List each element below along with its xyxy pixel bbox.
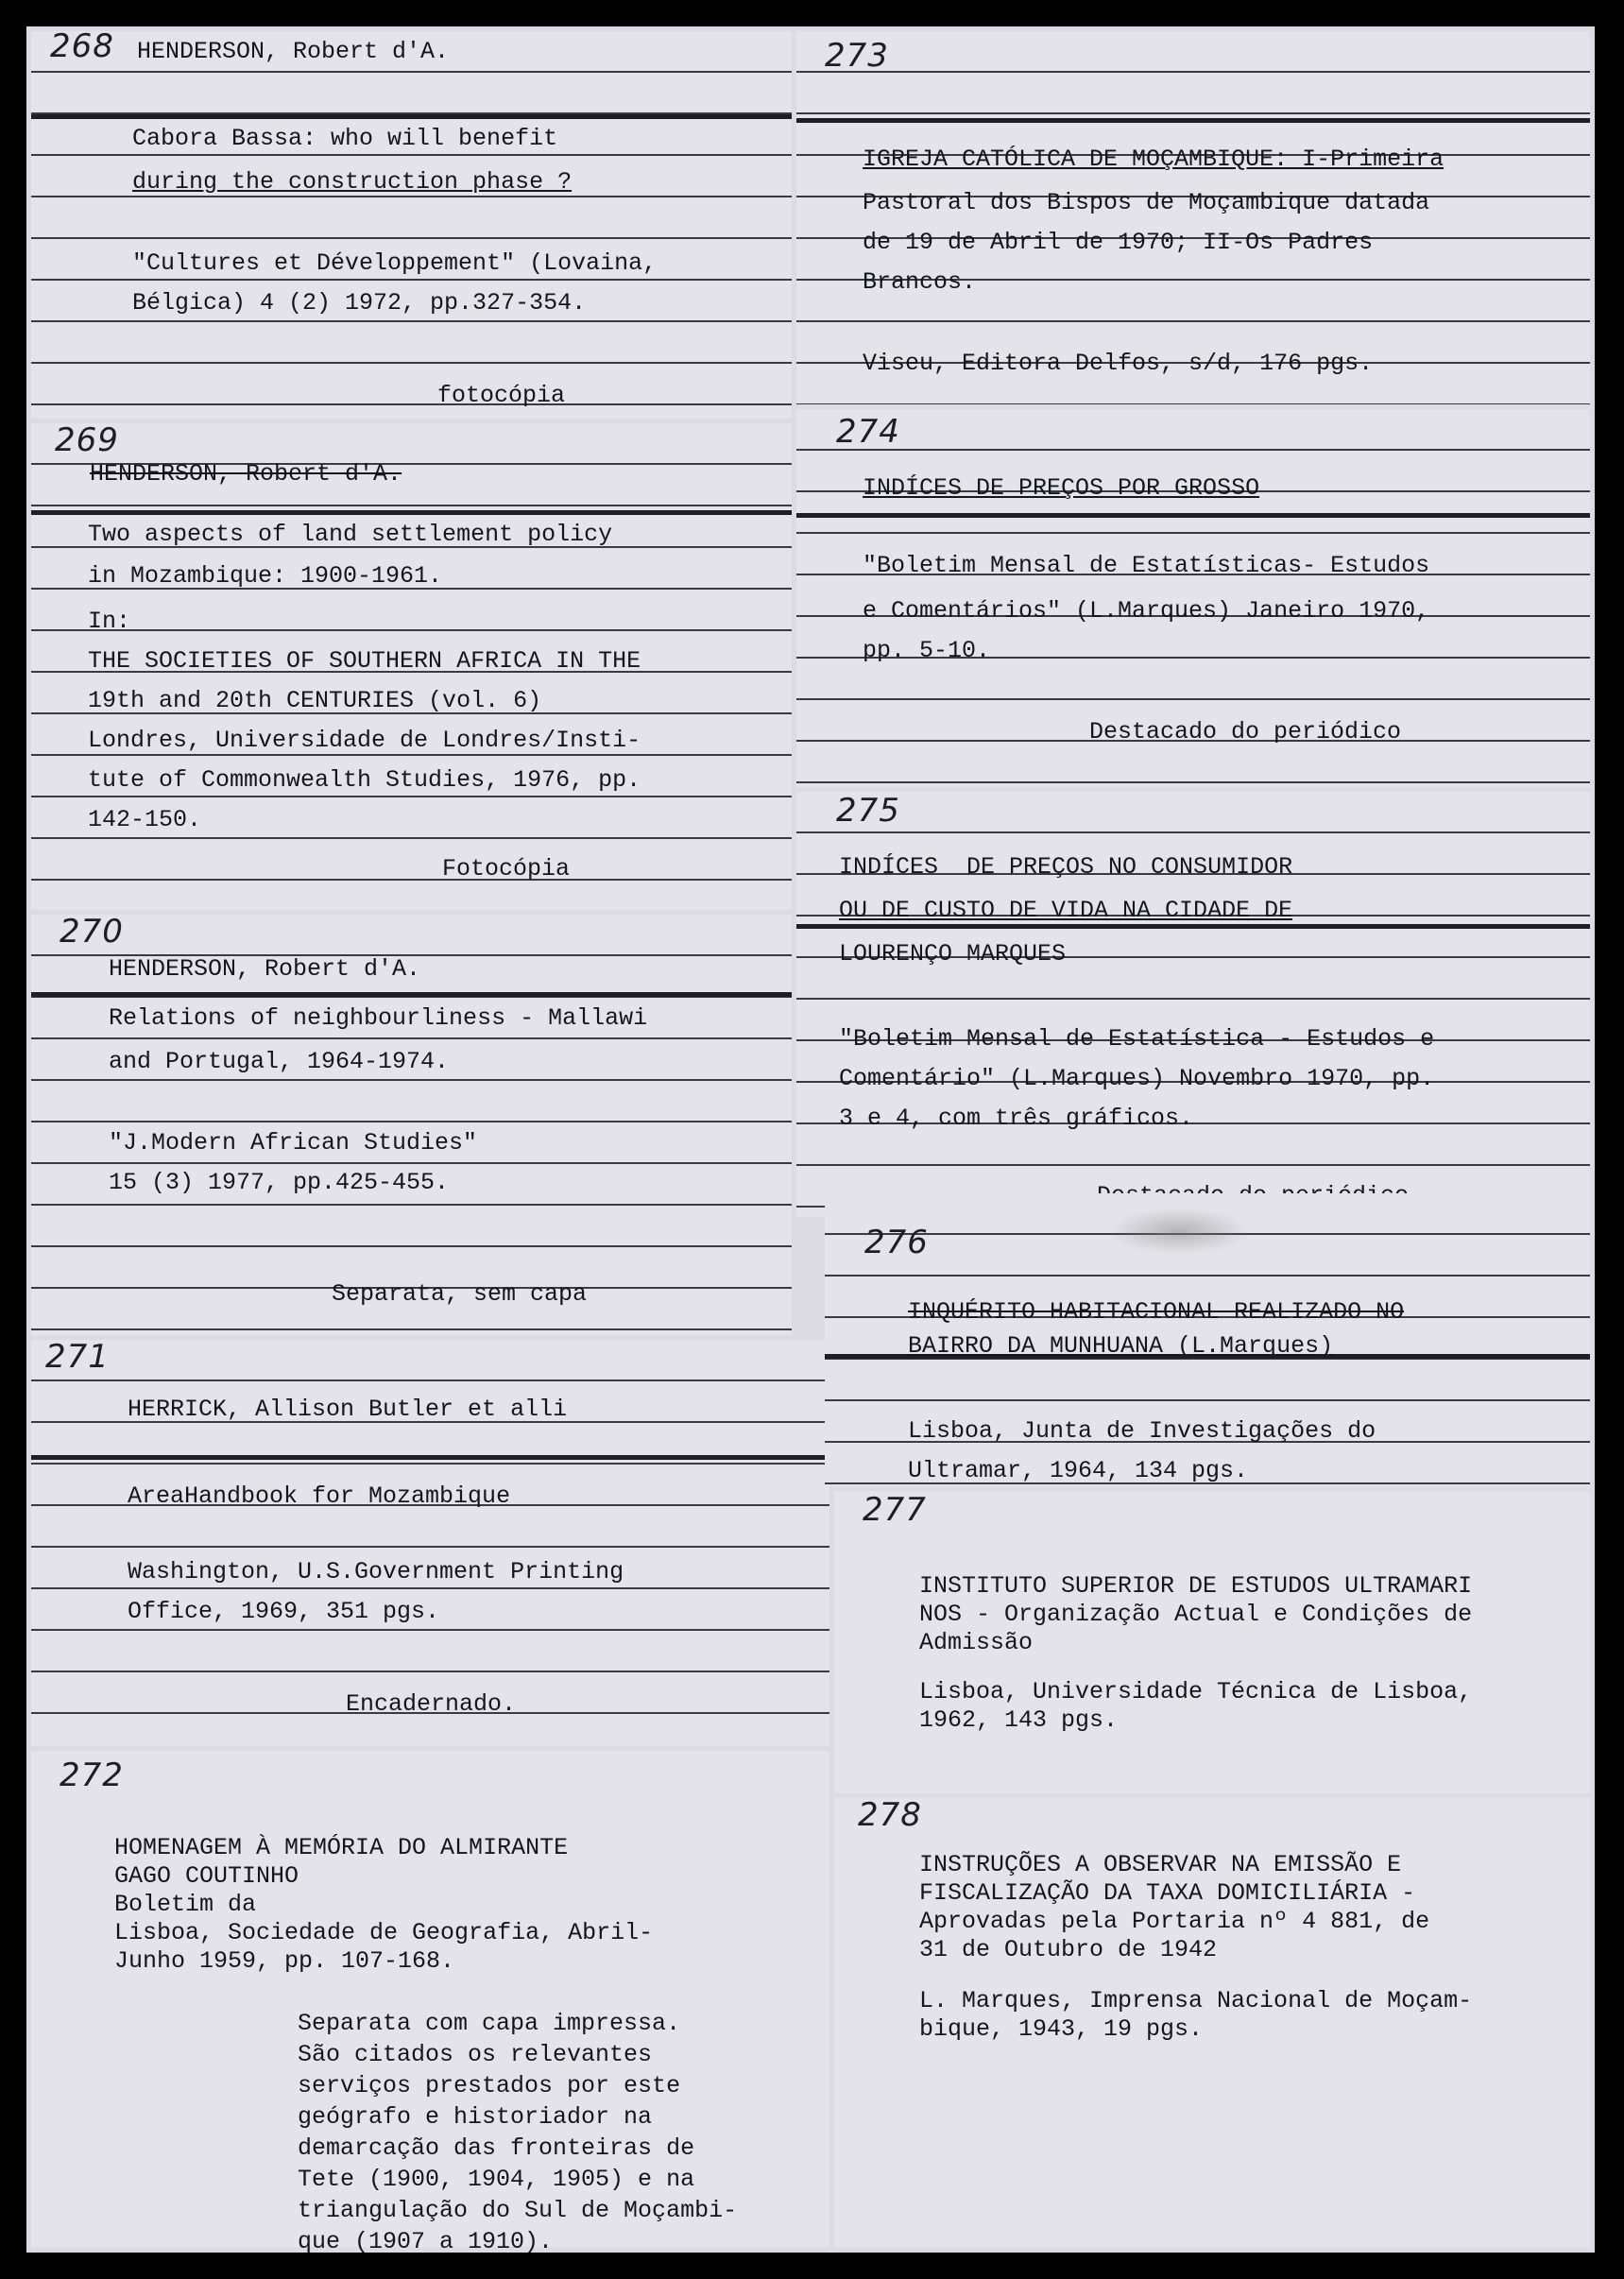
card-source: tute of Commonwealth Studies, 1976, pp.: [88, 766, 641, 794]
card-note: Destacado do periódico: [1089, 718, 1402, 745]
card-source: 15 (3) 1977, pp.425-455.: [109, 1169, 450, 1196]
card-source: 3 e 4, com três gráficos.: [839, 1105, 1194, 1132]
card-title: AreaHandbook for Mozambique: [128, 1482, 511, 1510]
card-source: Washington, U.S.Government Printing: [128, 1558, 624, 1585]
card-source: "Boletim Mensal de Estatísticas- Estudos: [863, 552, 1430, 579]
card-author: HERRICK, Allison Butler et alli: [128, 1396, 568, 1423]
card-title: Two aspects of land settlement policy: [88, 521, 613, 548]
card-in: In:: [88, 608, 131, 635]
card-title: LOURENÇO MARQUES: [839, 940, 1067, 968]
card-title: Cabora Bassa: who will benefit: [132, 125, 558, 152]
card-source: Lisboa, Sociedade de Geografia, Abril-: [114, 1919, 654, 1946]
card-title: GAGO COUTINHO: [114, 1862, 299, 1890]
card-source: L. Marques, Imprensa Nacional de Moçam-: [919, 1987, 1473, 2014]
card-title: and Portugal, 1964-1974.: [109, 1048, 450, 1075]
card-source: Bélgica) 4 (2) 1972, pp.327-354.: [132, 289, 587, 317]
card-title: Admissão: [919, 1629, 1034, 1656]
card-number: 275: [836, 792, 900, 830]
card-title: OU DE CUSTO DE VIDA NA CIDADE DE: [839, 897, 1293, 924]
card-273: [796, 31, 1590, 404]
card-title: BAIRRO DA MUNHUANA (L.Marques): [908, 1332, 1334, 1360]
card-269: [31, 423, 792, 910]
card-title: 31 de Outubro de 1942: [919, 1936, 1218, 1963]
card-source: Viseu, Editora Delfos, s/d, 176 pgs.: [863, 350, 1374, 377]
card-276: [825, 1193, 1590, 1486]
card-note: Separata, sem capa: [332, 1280, 588, 1308]
card-number: 274: [836, 413, 900, 451]
card-number: 277: [863, 1491, 927, 1529]
card-title: Relations of neighbourliness - Mallawi: [109, 1004, 648, 1032]
card-note: fotocópia: [437, 382, 566, 409]
card-278: [834, 1798, 1590, 2247]
card-title: INDÍCES DE PREÇOS POR GROSSO: [863, 474, 1260, 502]
card-source: Junho 1959, pp. 107-168.: [114, 1947, 455, 1975]
card-source: Office, 1969, 351 pgs.: [128, 1598, 440, 1625]
card-277: [834, 1491, 1590, 1793]
card-title: INDÍCES DE PREÇOS NO CONSUMIDOR: [839, 853, 1293, 881]
card-275: [796, 792, 1590, 1217]
card-title: IGREJA CATÓLICA DE MOÇAMBIQUE: I-Primeira: [863, 146, 1445, 173]
card-title: FISCALIZAÇÃO DA TAXA DOMICILIÁRIA -: [919, 1879, 1416, 1907]
card-272: [31, 1751, 829, 2255]
card-title: NOS - Organização Actual e Condições de: [919, 1601, 1473, 1628]
card-title: INSTRUÇÕES A OBSERVAR NA EMISSÃO E: [919, 1851, 1402, 1878]
card-title: INSTITUTO SUPERIOR DE ESTUDOS ULTRAMARI: [919, 1572, 1473, 1600]
card-source: "Boletim Mensal de Estatística - Estudos e: [839, 1025, 1435, 1053]
card-number: 272: [60, 1756, 124, 1794]
card-title: during the construction phase ?: [132, 168, 573, 196]
card-title: in Mozambique: 1900-1961.: [88, 562, 443, 590]
card-title: HOMENAGEM À MEMÓRIA DO ALMIRANTE: [114, 1834, 569, 1861]
card-author: HENDERSON, Robert d'A.: [109, 955, 421, 983]
card-271: [31, 1340, 829, 1746]
card-title: Pastoral dos Bispos de Moçambique datada: [863, 189, 1430, 216]
card-number: 276: [864, 1224, 929, 1261]
card-author: HENDERSON, Robert d'A.: [90, 460, 402, 488]
card-source: Boletim da: [114, 1891, 257, 1918]
card-source: pp. 5-10.: [863, 637, 991, 664]
card-source: 142-150.: [88, 806, 202, 833]
card-note: Fotocópia: [442, 855, 571, 882]
card-number: 278: [858, 1796, 922, 1834]
ink-smudge: [1108, 1208, 1250, 1255]
card-author: HENDERSON, Robert d'A.: [137, 38, 450, 65]
card-source: Ultramar, 1964, 134 pgs.: [908, 1457, 1249, 1484]
card-number: 270: [60, 913, 124, 951]
card-source: e Comentários" (L.Marques) Janeiro 1970,: [863, 597, 1430, 625]
card-source: Lisboa, Junta de Investigações do: [908, 1417, 1376, 1445]
card-source: "J.Modern African Studies": [109, 1129, 478, 1157]
card-source: Londres, Universidade de Londres/Insti-: [88, 727, 641, 754]
card-source: Lisboa, Universidade Técnica de Lisboa,: [919, 1678, 1473, 1705]
card-collection: THE SOCIETIES OF SOUTHERN AFRICA IN THE: [88, 647, 641, 675]
card-title: INQUÉRITO HABITACIONAL REALIZADO NO: [908, 1298, 1405, 1326]
card-title: Brancos.: [863, 268, 977, 296]
card-number: 268: [50, 27, 114, 65]
card-number: 269: [55, 421, 119, 459]
card-270: [31, 915, 792, 1335]
card-274: [796, 409, 1590, 787]
card-source: Comentário" (L.Marques) Novembro 1970, pp.: [839, 1065, 1435, 1092]
card-number: 273: [825, 37, 889, 75]
card-note: Encadernado.: [346, 1690, 517, 1718]
index-card-sheet: [26, 26, 1595, 2253]
card-source: "Cultures et Développement" (Lovaina,: [132, 249, 658, 277]
card-note: Separata com capa impressa. São citados os relevantes serviços prestados por este geógrafo e historiador na demarcação das fronteiras de Tete (1900, 1904, 1905) e na triangulação do Sul de Moçambi- que (1907 a 1910).: [298, 2010, 738, 2255]
card-number: 271: [45, 1338, 110, 1376]
card-268: [31, 27, 792, 419]
card-source: 1962, 143 pgs.: [919, 1706, 1119, 1734]
card-title: de 19 de Abril de 1970; II-Os Padres: [863, 229, 1374, 256]
card-collection: 19th and 20th CENTURIES (vol. 6): [88, 687, 542, 714]
card-source: bique, 1943, 19 pgs.: [919, 2015, 1204, 2043]
card-title: Aprovadas pela Portaria nº 4 881, de: [919, 1908, 1430, 1935]
